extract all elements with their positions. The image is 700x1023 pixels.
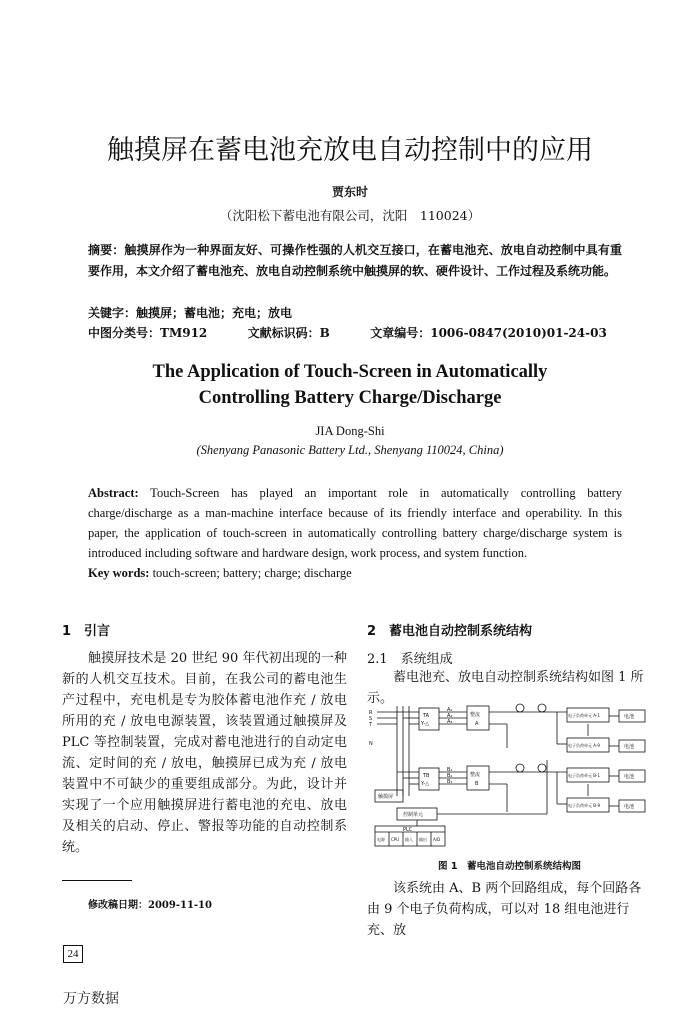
load-a1-label: 电子负荷单元 A-1 bbox=[568, 713, 600, 718]
figure-1-diagram bbox=[367, 700, 652, 850]
paper-title-cn: 触摸屏在蓄电池充放电自动控制中的应用 bbox=[107, 135, 593, 166]
section-1-paragraph: 触摸屏技术是 20 世纪 90 年代初出现的一种新的人机交互技术。目前，在我公司的蓄电池生产过程中，充电机是专为胶体蓄电池作充 / 放电所用的充 / 放电电源装置，该装置通过触摸屏及 PLC 等控制装置，完成对蓄电池进行的自动定电流、定时间的充 / 放电，触摸屏已成为充 / 放电装置中不可缺少的重要组成部分。为此，设计并实现了一个应用触摸屏进行蓄电池的充电、放电及相关的启动、停止、警报等功能的自动控制系统。 bbox=[62, 651, 347, 855]
clc-label: 中图分类号： bbox=[88, 326, 161, 340]
title-en-line2: Controlling Battery Charge/Discharge bbox=[198, 388, 502, 408]
abstract-cn-text: 触摸屏作为一种界面友好、可操作性强的人机交互接口，在蓄电池充、放电自动控制中具有重要作用，本文介绍了蓄电池充、放电自动控制系统中触摸屏的软、硬件设计、工作过程及系统功能。 bbox=[88, 243, 622, 278]
label-t: T bbox=[369, 722, 373, 728]
plc-cell-0: 电源 bbox=[377, 837, 385, 842]
received-date: 修改稿日期：2009-11-10 bbox=[88, 900, 212, 911]
battery-b9: 电池 bbox=[624, 804, 635, 810]
line-b3: B₃ bbox=[447, 779, 453, 785]
label-s: S bbox=[369, 716, 373, 722]
keywords-en-text: touch-screen; battery; charge; discharge bbox=[149, 566, 352, 580]
affiliation-cn: （沈阳松下蓄电池有限公司，沈阳 110024） bbox=[219, 208, 481, 223]
page-number: 24 bbox=[63, 945, 83, 963]
battery-b1: 电池 bbox=[624, 774, 635, 780]
abstract-cn bbox=[88, 240, 622, 282]
transformer-a-label: TA bbox=[423, 713, 430, 719]
plc-cell-1: CPU bbox=[391, 837, 400, 842]
watermark: 万方数据 bbox=[63, 991, 119, 1007]
paper-title-en bbox=[0, 359, 700, 411]
section-1-heading: 1 引言 bbox=[62, 624, 111, 639]
transformer-a-conn: Y-△ bbox=[421, 721, 430, 727]
section-2-1-heading: 2.1 系统组成 bbox=[367, 652, 453, 667]
author-en: JIA Dong-Shi bbox=[315, 424, 385, 438]
abstract-en-label: Abstract: bbox=[88, 486, 139, 500]
line-a2: A₂ bbox=[447, 713, 453, 719]
battery-a9: 电池 bbox=[624, 744, 635, 750]
load-b1-label: 电子负荷单元 B-1 bbox=[568, 773, 601, 778]
load-a9-label: 电子负荷单元 A-9 bbox=[568, 743, 600, 748]
keywords-cn-label: 关键字： bbox=[88, 306, 137, 320]
article-no-label: 文章编号： bbox=[370, 326, 431, 340]
line-b2: B₂ bbox=[447, 773, 453, 779]
classification-line bbox=[88, 323, 622, 344]
clc-value: TM912 bbox=[160, 326, 208, 340]
title-en-line1: The Application of Touch-Screen in Automatically bbox=[152, 362, 548, 382]
load-b9-label: 电子负荷单元 B-9 bbox=[568, 803, 601, 808]
rectifier-b-label: 整流 bbox=[470, 772, 481, 778]
plc-label: PLC bbox=[403, 827, 413, 833]
transformer-b-conn: Y-△ bbox=[421, 781, 430, 787]
keywords-en-label: Key words: bbox=[88, 566, 150, 580]
section-2-heading: 2 蓄电池自动控制系统结构 bbox=[367, 624, 533, 639]
abstract-en-text: Touch-Screen has played an important role in automatically controlling battery charge/discharge as a man-machine interface because of its friendly interface and operability. In this paper, the application of touch-screen in automatically controlling battery charge/discharge system is introduced including software and hardware design, work process, and system function. bbox=[88, 486, 622, 560]
abstract-cn-label: 摘要： bbox=[88, 243, 125, 257]
label-n: N bbox=[369, 741, 373, 747]
affiliation-en: (Shenyang Panasonic Battery Ltd., Shenyang 110024, China) bbox=[196, 443, 504, 457]
keywords-cn-text: 触摸屏；蓄电池；充电；放电 bbox=[136, 306, 293, 320]
abstract-en bbox=[88, 483, 622, 563]
plc-cell-2: 输入 bbox=[405, 837, 413, 842]
rectifier-a-label: 整流 bbox=[470, 712, 481, 718]
line-a1: A₁ bbox=[447, 707, 453, 713]
plc-cell-4: A/D bbox=[433, 837, 441, 842]
keywords-en bbox=[88, 563, 622, 584]
transformer-b-label: TB bbox=[423, 773, 430, 779]
touchscreen-label: 触摸屏 bbox=[378, 794, 394, 800]
author-cn: 贾东时 bbox=[331, 185, 368, 199]
rectifier-a-id: A bbox=[475, 721, 479, 727]
doc-code-value: B bbox=[319, 326, 330, 340]
rectifier-b-id: B bbox=[475, 781, 479, 787]
article-no-value: 1006-0847(2010)01-24-03 bbox=[430, 326, 607, 340]
footnote-rule bbox=[62, 880, 132, 881]
label-r: R bbox=[369, 710, 373, 716]
section-2-paragraph-2: 该系统由 A、B 两个回路组成，每个回路各由 9 个电子负荷构成，可以对 18 组电池进行充、放 bbox=[367, 881, 642, 938]
keywords-cn bbox=[88, 303, 622, 324]
control-unit-label: 控制单元 bbox=[403, 812, 424, 818]
section-2-paragraph-1: 蓄电池充、放电自动控制系统结构如图 1 所示。 bbox=[367, 670, 644, 706]
plc-cell-3: 输出 bbox=[419, 837, 427, 842]
figure-1-caption: 图 1 蓄电池自动控制系统结构图 bbox=[438, 861, 581, 872]
line-b1: B₁ bbox=[447, 767, 453, 773]
battery-a1: 电池 bbox=[624, 714, 635, 720]
line-a3: A₃ bbox=[447, 719, 453, 725]
doc-code-label: 文献标识码： bbox=[247, 326, 320, 340]
section-1-body bbox=[62, 648, 347, 858]
